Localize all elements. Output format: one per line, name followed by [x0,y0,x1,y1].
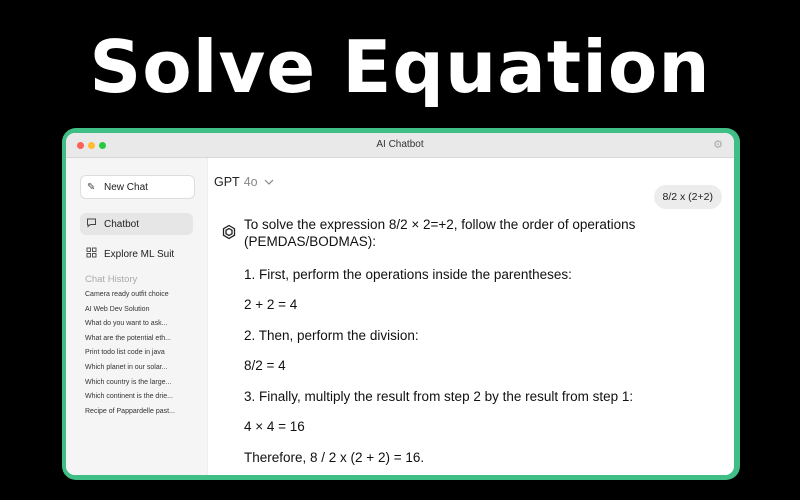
window-title: AI Chatbot [376,139,424,150]
chat-history-list [85,288,203,419]
model-selector[interactable] [214,175,274,189]
sidebar-item-label: Explore ML Suit [104,248,175,260]
history-item[interactable]: Recipe of Pappardelle past... [85,407,175,415]
user-message-bubble: 8/2 x (2+2) [654,185,723,209]
answer-conclusion: Therefore, 8 / 2 x (2 + 2) = 16. [244,450,425,465]
history-item[interactable]: AI Web Dev Solution [85,305,150,313]
titlebar [66,133,734,158]
history-item[interactable]: Camera ready outfit choice [85,291,169,298]
hero-title: Solve Equation [89,25,711,109]
answer-step3-result: 4 × 4 = 16 [244,419,305,434]
new-chat-button[interactable] [80,175,195,199]
app-window [66,133,734,475]
edit-icon: ✎ [87,181,96,193]
answer-step3: 3. Finally, multiply the result from step 2 by the result from step 1: [244,389,634,404]
answer-step2-result: 8/2 = 4 [244,358,286,373]
openai-logo-icon [221,224,237,240]
model-version: 4o [243,175,258,189]
history-item[interactable]: What do you want to ask... [85,320,168,328]
history-item[interactable]: Which planet in our solar... [85,363,168,371]
chat-history-heading: Chat History [85,274,138,285]
answer-step1-result: 2 + 2 = 4 [244,297,298,312]
chat-panel [208,158,734,475]
answer-intro-line1: To solve the expression 8/2 × 2=+2, follow the order of operations [244,217,636,232]
history-item[interactable]: Which country is the large... [85,378,172,386]
sidebar [66,158,208,475]
sidebar-item-chatbot[interactable] [80,213,193,235]
history-item[interactable]: Print todo list code in java [85,349,165,357]
sidebar-item-label: Chatbot [104,218,140,230]
grid-icon [86,247,98,261]
sidebar-item-explore[interactable] [80,243,193,265]
chat-bubble-icon [86,217,98,231]
answer-step1: 1. First, perform the operations inside the parentheses: [244,267,572,282]
history-item[interactable]: Which continent is the drie... [85,393,173,401]
answer-intro-line2: (PEMDAS/BODMAS): [244,234,377,249]
chevron-down-icon [264,177,274,187]
model-name: GPT [214,175,240,189]
answer-step2: 2. Then, perform the division: [244,328,419,343]
history-item[interactable]: What are the potential eth... [85,334,171,342]
gear-icon[interactable]: ⚙ [713,139,723,151]
new-chat-label: New Chat [104,181,148,193]
